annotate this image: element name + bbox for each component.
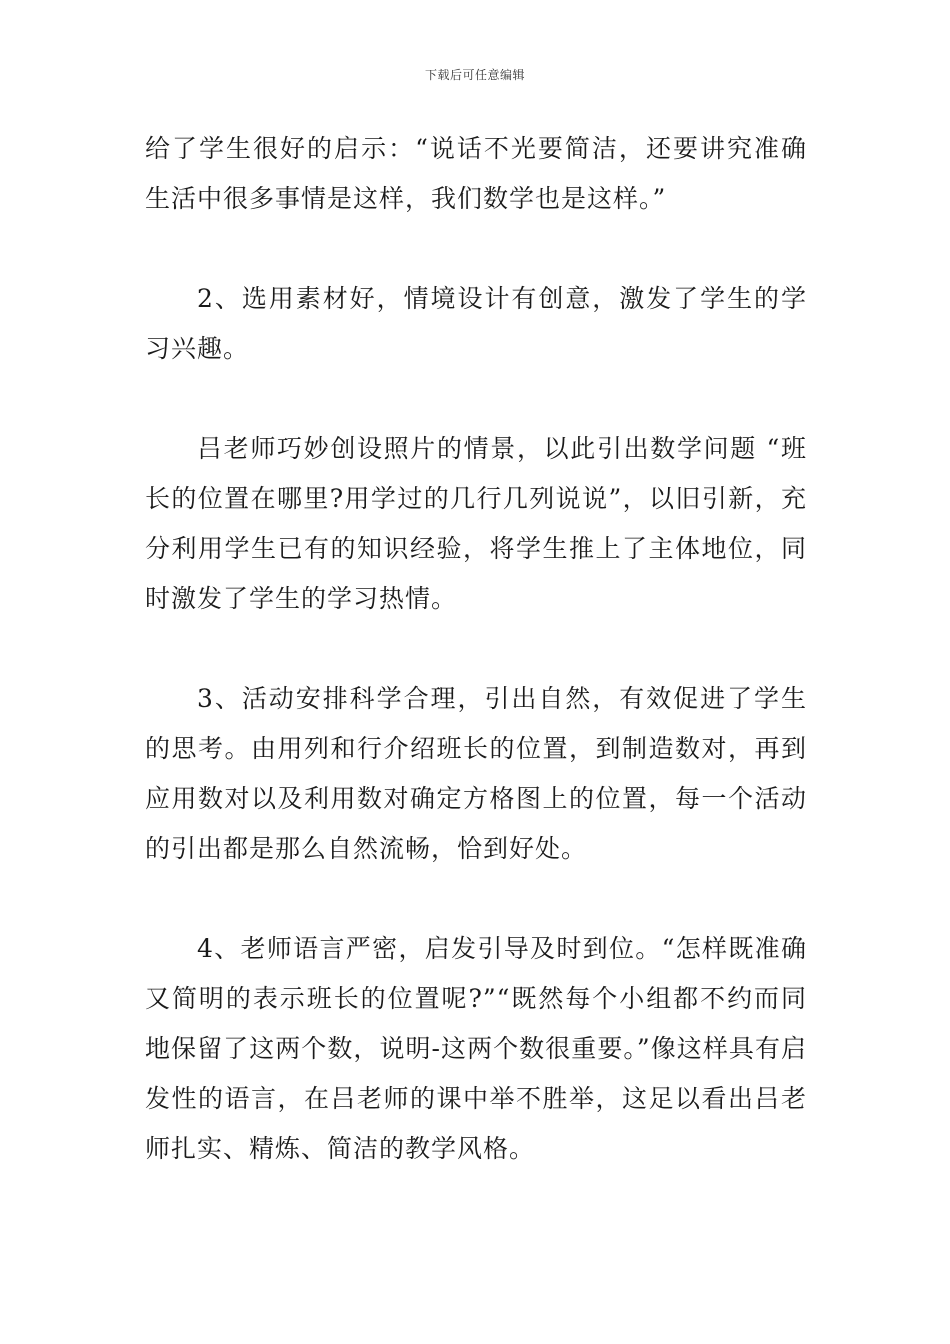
paragraph-continuation: 给了学生很好的启示：“说话不光要简洁，还要讲究准确生活中很多事情是这样，我们数学也是这样。” <box>145 134 807 213</box>
paragraph-point-2: 2、选用素材好，情境设计有创意，激发了学生的学习兴趣。 <box>145 284 807 363</box>
page-header: 下载后可任意编辑 <box>424 68 525 82</box>
document-body <box>145 124 807 1174</box>
paragraph-point-4: 4、老师语言严密，启发引导及时到位。“怎样既准确又简明的表示班长的位置呢?”“既然每个小组都不约而同地保留了这两个数，说明-这两个数很重要。”像这样具有启发性的语言，在吕老师的课中举不胜举，这足以看出吕老师扎实、精炼、简洁的教学风格。 <box>145 934 807 1163</box>
paragraph-point-3: 3、活动安排科学合理，引出自然，有效促进了学生的思考。由用列和行介绍班长的位置，到制造数对，再到应用数对以及利用数对确定方格图上的位置，每一个活动的引出都是那么自然流畅，恰到好处。 <box>145 684 807 863</box>
paragraph-point-2-detail: 吕老师巧妙创设照片的情景，以此引出数学问题 “班长的位置在哪里?用学过的几行几列说说”，以旧引新，充分利用学生已有的知识经验，将学生推上了主体地位，同时激发了学生的学习热情。 <box>145 434 807 613</box>
